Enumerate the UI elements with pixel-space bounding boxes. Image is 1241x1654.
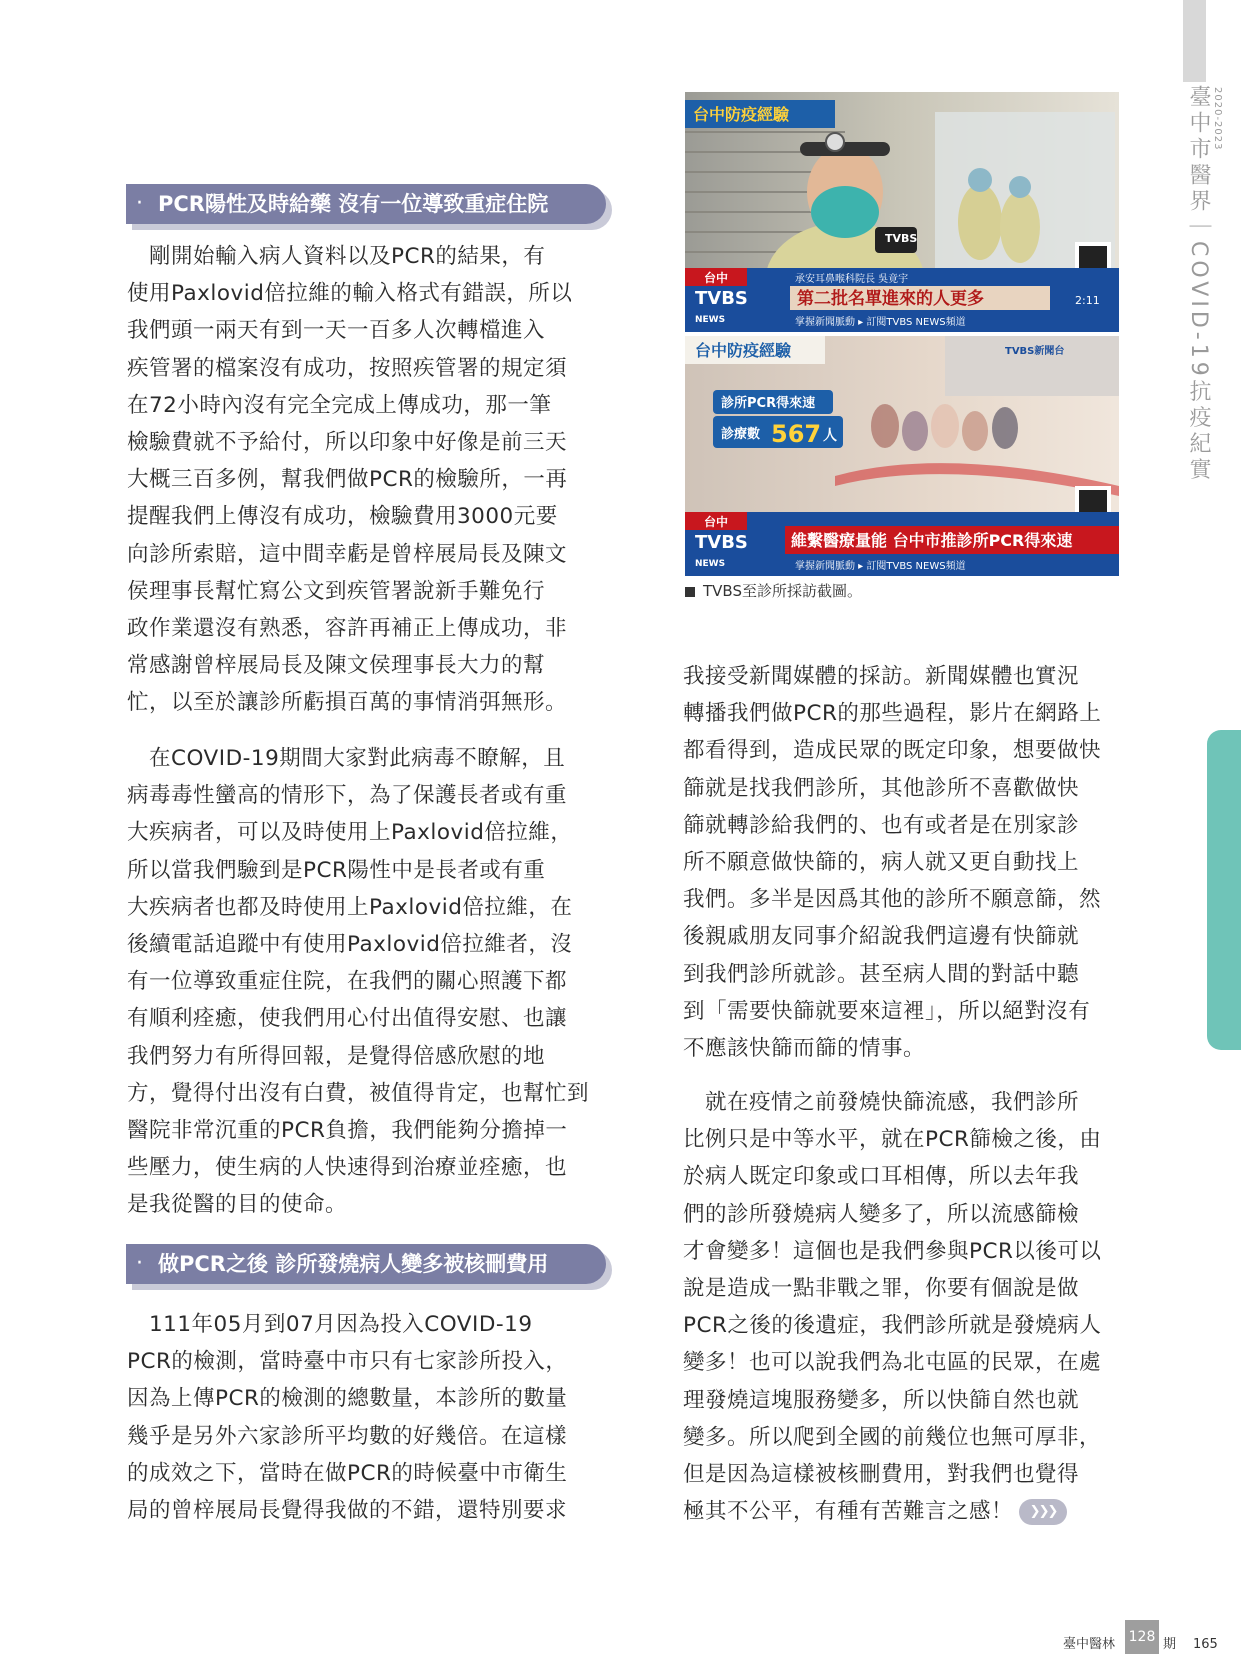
news-screenshot-bottom-graphic — [685, 336, 1119, 576]
text-line: 都看得到，造成民眾的既定印象，想要做快 — [683, 738, 1102, 764]
text-line: 向診所索賠，這中間幸虧是曾梓展局長及陳文 — [127, 541, 568, 567]
text-line: 說是造成一點非戰之罪，你要有個說是做 — [683, 1276, 1080, 1302]
heading-bullet-icon: · — [136, 1251, 143, 1276]
text-line: 侯理事長幫忙寫公文到疾管署說新手難免行 — [127, 578, 546, 604]
text-line: 所不願意做快篩的，病人就又更自動找上 — [683, 850, 1080, 876]
text-line: 檢驗費就不予給付，所以印象中好像是前三天 — [127, 430, 568, 456]
text-line: 我們。多半是因爲其他的診所不願意篩，然 — [683, 887, 1102, 913]
text-line: 政作業還沒有熟悉，容許再補正上傳成功，非 — [127, 616, 568, 642]
text-line: 所以當我們驗到是PCR陽性中是長者或有重 — [127, 857, 546, 883]
photo-caption-text: TVBS至診所採訪截圖。 — [703, 582, 862, 600]
text-line: 但是因為這樣被核刪費用，對我們也覺得 — [683, 1462, 1080, 1488]
text-line: 111年05月到07月因為投入COVID-19 — [127, 1312, 533, 1337]
continue-arrow-icon: ❯❯❯ — [1019, 1499, 1067, 1525]
footer-issue-suffix: 期 — [1163, 1637, 1177, 1652]
paragraph-2 — [127, 740, 589, 1224]
mic-channel-label: TVBS — [885, 232, 918, 245]
paragraph-5 — [683, 1084, 1119, 1530]
photo-caption — [685, 580, 862, 601]
text-line: 幾乎是另外六家診所平均數的好幾倍。在這樣 — [127, 1423, 568, 1449]
sidebar-years: 2020-2023 — [1212, 87, 1223, 151]
top-headline-banner: 第二批名單進來的人更多 — [797, 289, 984, 309]
top-program-tag: 台中防疫經驗 — [693, 105, 790, 124]
bottom-program-tag: 台中防疫經驗 — [695, 341, 792, 360]
text-line: 我接受新聞媒體的採訪。新聞媒體也實況 — [683, 664, 1080, 689]
text-line: 因為上傳PCR的檢測的總數量，本診所的數量 — [127, 1386, 568, 1412]
text-line: 提醒我們上傳沒有成功，檢驗費用3000元要 — [127, 504, 558, 530]
bottom-headline-banner: 維繫醫療量能 台中市推診所PCR得來速 — [791, 531, 1073, 550]
bottom-stat-line1: 診所PCR得來速 — [721, 396, 816, 411]
text-line: 才會變多！這個也是我們參與PCR以後可以 — [683, 1238, 1102, 1264]
text-line: 篩就是找我們診所，其他診所不喜歡做快 — [683, 775, 1080, 801]
paragraph-1 — [127, 238, 589, 722]
text-line: PCR之後的後遺症，我們診所就是發燒病人 — [683, 1313, 1102, 1339]
news-screenshot-top-graphic — [685, 92, 1119, 332]
text-line: 疾管署的檔案沒有成功，按照疾管署的規定須 — [127, 355, 568, 381]
text-line: 的成效之下，當時在做PCR的時候臺中市衛生 — [127, 1460, 568, 1486]
paragraph-4 — [683, 658, 1119, 1067]
text-line: 方，覺得付出沒有白費，被值得肯定，也幫忙到 — [127, 1080, 589, 1106]
text-line: 是我從醫的目的使命。 — [127, 1192, 348, 1218]
footer-page-number: 165 — [1193, 1637, 1218, 1652]
text-line: 局的曾梓展局長覺得我做的不錯，還特別要求 — [127, 1498, 568, 1524]
text-line: 大概三百多例，幫我們做PCR的檢驗所，一再 — [127, 467, 568, 493]
text-line: 就在疫情之前發燒快篩流感，我們診所 — [683, 1090, 1080, 1115]
text-line: 後親戚朋友同事介紹說我們這邊有快篩就 — [683, 924, 1080, 950]
heading-bullet-icon: · — [136, 191, 143, 216]
bottom-ticker: 掌握新聞脈動 ▸ 訂閱TVBS NEWS頻道 — [795, 561, 966, 572]
caption-square-icon — [685, 587, 695, 597]
text-line: 到我們診所就診。甚至病人間的對話中聽 — [683, 961, 1080, 987]
text-line: 極其不公平，有種有苦難言之感！ ❯❯❯ — [683, 1493, 1119, 1530]
news-screenshot-bottom — [685, 336, 1119, 576]
text-line: 比例只是中等水平，就在PCR篩檢之後，由 — [683, 1127, 1102, 1153]
sidebar-title: 臺中市醫界｜COVID-19抗疫紀實 — [1186, 85, 1211, 484]
text-line: 我們努力有所得回報，是覺得倍感欣慰的地 — [127, 1043, 546, 1069]
text-line: 轉播我們做PCR的那些過程，影片在網路上 — [683, 701, 1102, 727]
paragraph-3 — [127, 1306, 589, 1529]
footer-magazine: 臺中醫林 — [1063, 1637, 1116, 1652]
section-heading-2 — [126, 1244, 606, 1284]
text-line: PCR的檢測，當時臺中市只有七家診所投入， — [127, 1349, 568, 1375]
text-line: 有順利痊癒，使我們用心付出值得安慰、也讓 — [127, 1006, 568, 1032]
section-heading-1 — [126, 184, 606, 224]
text-line: 於病人既定印象或口耳相傳，所以去年我 — [683, 1164, 1080, 1190]
text-line: 些壓力，使生病的人快速得到治療並痊癒，也 — [127, 1155, 568, 1181]
top-ticker: 掌握新聞脈動 ▸ 訂閱TVBS NEWS頻道 — [795, 317, 966, 328]
text-line: 大疾病者也都及時使用上Paxlovid倍拉維，在 — [127, 894, 573, 920]
text-line: 忙，以至於讓診所虧損百萬的事情消弭無形。 — [127, 690, 568, 716]
text-line: 變多。所以爬到全國的前幾位也無可厚非， — [683, 1424, 1102, 1450]
text-line: 病毒毒性蠻高的情形下，為了保護長者或有重 — [127, 783, 568, 809]
sidebar-gray-bar — [1183, 0, 1206, 82]
bottom-stat-label: 診療數 — [721, 427, 761, 442]
top-tvbs-logo: TVBS — [695, 288, 748, 309]
top-speaker-tag: 承安耳鼻喉科院長 吳竟宇 — [795, 274, 909, 285]
text-line: 使用Paxlovid倍拉維的輸入格式有錯誤，所以 — [127, 281, 573, 307]
footer-issue-box: 128 — [1125, 1620, 1159, 1654]
text-line: 我們頭一兩天有到一天一百多人次轉檔進入 — [127, 318, 546, 344]
section-heading-1-text: PCR陽性及時給藥 沒有一位導致重症住院 — [158, 192, 549, 216]
top-location-label: 台中 — [703, 271, 729, 285]
top-news-label: NEWS — [695, 315, 726, 325]
text-line: 醫院非常沉重的PCR負擔，我們能夠分擔掉一 — [127, 1118, 568, 1144]
text-line: 剛開始輸入病人資料以及PCR的結果，有 — [127, 244, 546, 269]
text-line: 在72小時內沒有完全完成上傳成功，那一筆 — [127, 392, 552, 418]
bottom-location-label: 台中 — [703, 515, 729, 529]
news-screenshot-top — [685, 92, 1119, 332]
bottom-stat-unit: 人 — [823, 428, 837, 444]
bottom-news-label: NEWS — [695, 559, 726, 569]
bottom-channel-tag: TVBS新聞台 — [1005, 346, 1065, 357]
teal-section-tab — [1207, 730, 1241, 1050]
text-line: 篩就轉診給我們的、也有或者是在別家診 — [683, 812, 1080, 838]
text-line: 到「需要快篩就要來這裡」，所以絕對沒有 — [683, 998, 1091, 1024]
bottom-tvbs-logo: TVBS — [695, 532, 748, 553]
text-line: 常感謝曾梓展局長及陳文侯理事長大力的幫 — [127, 653, 546, 679]
text-line: 不應該快篩而篩的情事。 — [683, 1036, 926, 1062]
text-line: 們的診所發燒病人變多了，所以流感篩檢 — [683, 1201, 1080, 1227]
top-time-label: 2:11 — [1075, 294, 1100, 307]
bottom-stat-value: 567 — [771, 420, 822, 448]
text-line: 大疾病者，可以及時使用上Paxlovid倍拉維， — [127, 820, 573, 846]
text-line: 後續電話追蹤中有使用Paxlovid倍拉維者，沒 — [127, 932, 573, 958]
text-line: 變多！也可以說我們為北屯區的民眾，在處 — [683, 1350, 1102, 1376]
section-heading-2-text: 做PCR之後 診所發燒病人變多被核刪費用 — [158, 1252, 549, 1276]
text-line: 在COVID-19期間大家對此病毒不瞭解，且 — [127, 746, 566, 771]
text-line: 有一位導致重症住院，在我們的關心照護下都 — [127, 969, 568, 995]
text-line: 理發燒這塊服務變多，所以快篩自然也就 — [683, 1387, 1080, 1413]
